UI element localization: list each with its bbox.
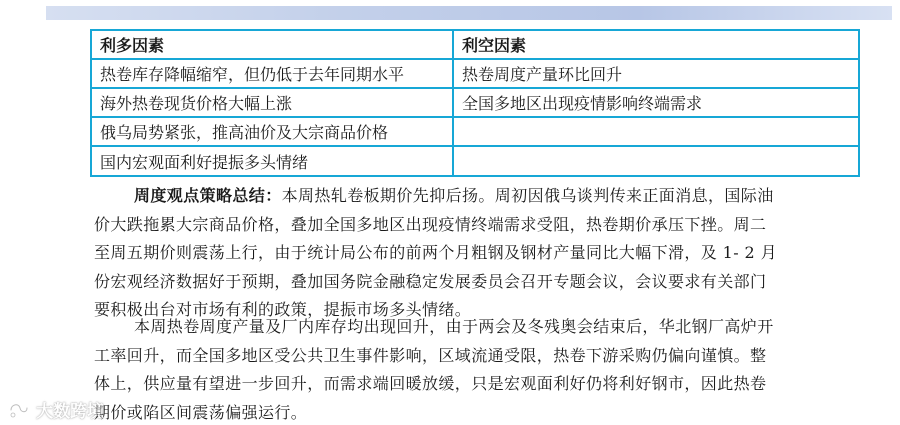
watermark-logo-icon xyxy=(8,401,30,419)
bearish-factor-cell: 热卷周度产量环比回升 xyxy=(453,59,859,88)
table-row xyxy=(91,59,859,88)
header-decoration-band xyxy=(46,6,892,20)
paragraph-line: 要积极出台对市场有利的政策，提振市场多头情绪。 xyxy=(94,300,472,319)
paragraph-line: 至周五期价则震荡上行，由于统计局公布的前两个月粗钢及钢材产量同比大幅下滑，及 1- 2 月 xyxy=(94,243,778,262)
paragraph-line: 体上，供应量有望进一步回升，而需求端回暖放缓，只是宏观面利好仍将利好钢市，因此热卷 xyxy=(94,374,767,393)
summary-title: 周度观点策略总结： xyxy=(134,186,282,205)
paragraph-line: 周度观点策略总结：本周热轧卷板期价先抑后扬。周初因俄乌谈判传来正面消息，国际油 xyxy=(134,186,774,205)
paragraph-line: 期价或陷区间震荡偏强运行。 xyxy=(94,402,308,422)
watermark-text: 大数跨境 xyxy=(36,402,104,422)
bearish-factor-cell xyxy=(453,146,859,176)
bearish-factor-cell: 全国多地区出现疫情影响终端需求 xyxy=(453,88,859,117)
paragraph-line: 价大跌拖累大宗商品价格，叠加全国多地区出现疫情终端需求受阻，热卷期价承压下挫。周二 xyxy=(94,214,767,234)
paragraph-line: 本周热卷周度产量及厂内库存均出现回升，由于两会及冬残奥会结束后，华北钢厂高炉开 xyxy=(134,317,774,336)
factors-table xyxy=(90,29,860,177)
paragraph-line: 工率回升，而全国多地区受公共卫生事件影响，区域流通受限，热卷下游采购仍偏向谨慎。整 xyxy=(94,345,767,365)
table-row xyxy=(91,88,859,117)
watermark xyxy=(8,397,104,422)
supply-demand-paragraph xyxy=(94,313,864,425)
bullish-factor-cell: 海外热卷现货价格大幅上涨 xyxy=(91,88,453,117)
bullish-factor-cell: 俄乌局势紧张，推高油价及大宗商品价格 xyxy=(91,117,453,146)
bullish-factor-cell: 热卷库存降幅缩窄，但仍低于去年同期水平 xyxy=(91,59,453,88)
bearish-factors-header: 利空因素 xyxy=(453,30,859,59)
table-row xyxy=(91,146,859,176)
bullish-factors-header: 利多因素 xyxy=(91,30,453,59)
table-row xyxy=(91,117,859,146)
table-header-row xyxy=(91,30,859,59)
bullish-factor-cell: 国内宏观面利好提振多头情绪 xyxy=(91,146,453,176)
bearish-factor-cell xyxy=(453,117,859,146)
paragraph-line: 份宏观经济数据好于预期，叠加国务院金融稳定发展委员会召开专题会议，会议要求有关部门 xyxy=(94,271,767,291)
weekly-summary-paragraph xyxy=(94,182,864,325)
